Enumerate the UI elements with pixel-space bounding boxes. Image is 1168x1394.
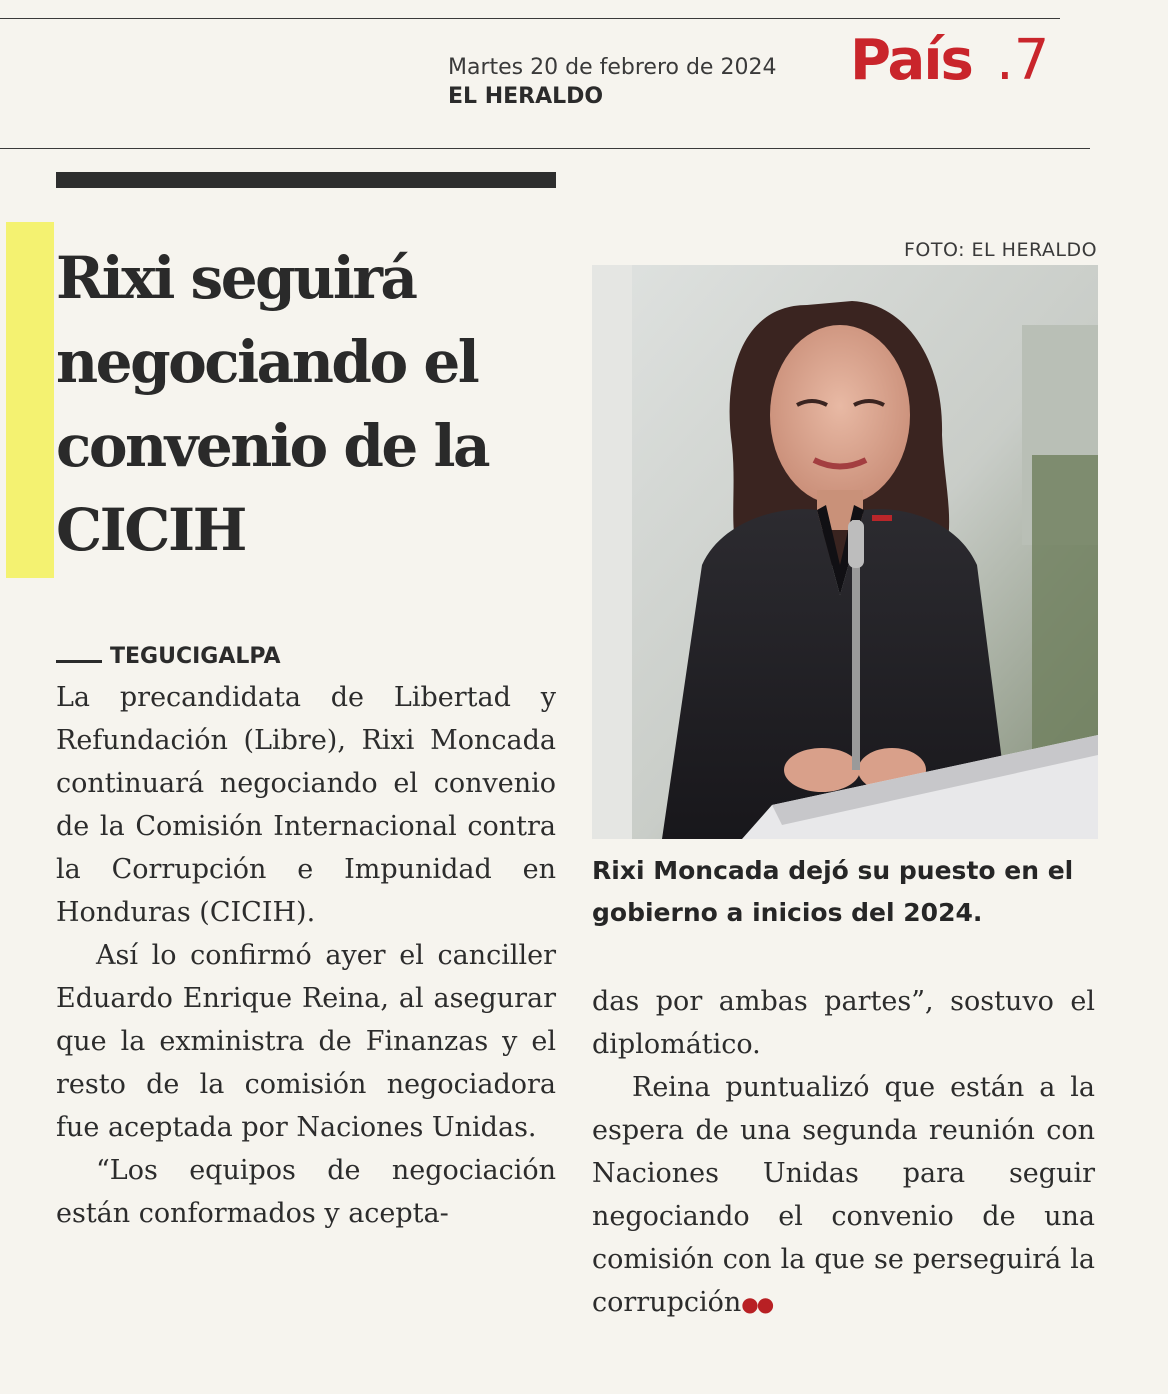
header-rule bbox=[0, 148, 1090, 149]
headline: Rixi seguirá negociando el convenio de la CICIH bbox=[56, 244, 489, 564]
paragraph-text: Reina puntualizó que están a la espera de una segunda reunión con Naciones Unidas para seguir negociando el convenio de una comisión con la que se perseguirá la corrupción bbox=[592, 1072, 1095, 1318]
issue-date: Martes 20 de febrero de 2024 bbox=[448, 55, 777, 80]
paragraph: La precandidata de Libertad y Refundación (Libre), Rixi Moncada continuará negociando el convenio de la Comisión Internacional contra la Corrupción e Impunidad en Honduras (CICIH). bbox=[56, 682, 556, 928]
section-label: País bbox=[850, 28, 972, 93]
page-number: .7 bbox=[996, 28, 1050, 93]
end-of-article-icon: ●● bbox=[741, 1292, 773, 1316]
photo-caption: Rixi Moncada dejó su puesto en el gobierno a inicios del 2024. bbox=[592, 856, 1074, 927]
paragraph bbox=[592, 1066, 1095, 1326]
paragraph: das por ambas partes”, sostuvo el diplomático. bbox=[592, 986, 1095, 1060]
article-column-left bbox=[56, 676, 556, 1235]
top-rule bbox=[0, 18, 1060, 19]
dateline bbox=[56, 644, 281, 669]
article-column-right bbox=[592, 980, 1095, 1326]
headline-bar bbox=[56, 172, 556, 188]
newspaper-name: EL HERALDO bbox=[448, 84, 604, 109]
paragraph: “Los equipos de negociación están conformados y acepta- bbox=[56, 1155, 556, 1229]
dateline-dash bbox=[56, 660, 102, 663]
photo-credit: FOTO: EL HERALDO bbox=[904, 239, 1098, 261]
portrait-photo bbox=[592, 265, 1098, 839]
dateline-text: TEGUCIGALPA bbox=[110, 644, 281, 669]
highlighter-mark bbox=[6, 222, 54, 578]
portrait-photo-icon bbox=[592, 265, 1098, 839]
paragraph: Así lo confirmó ayer el canciller Eduardo Enrique Reina, al asegurar que la exministra de Finanzas y el resto de la comisión negociadora fue aceptada por Naciones Unidas. bbox=[56, 940, 556, 1143]
